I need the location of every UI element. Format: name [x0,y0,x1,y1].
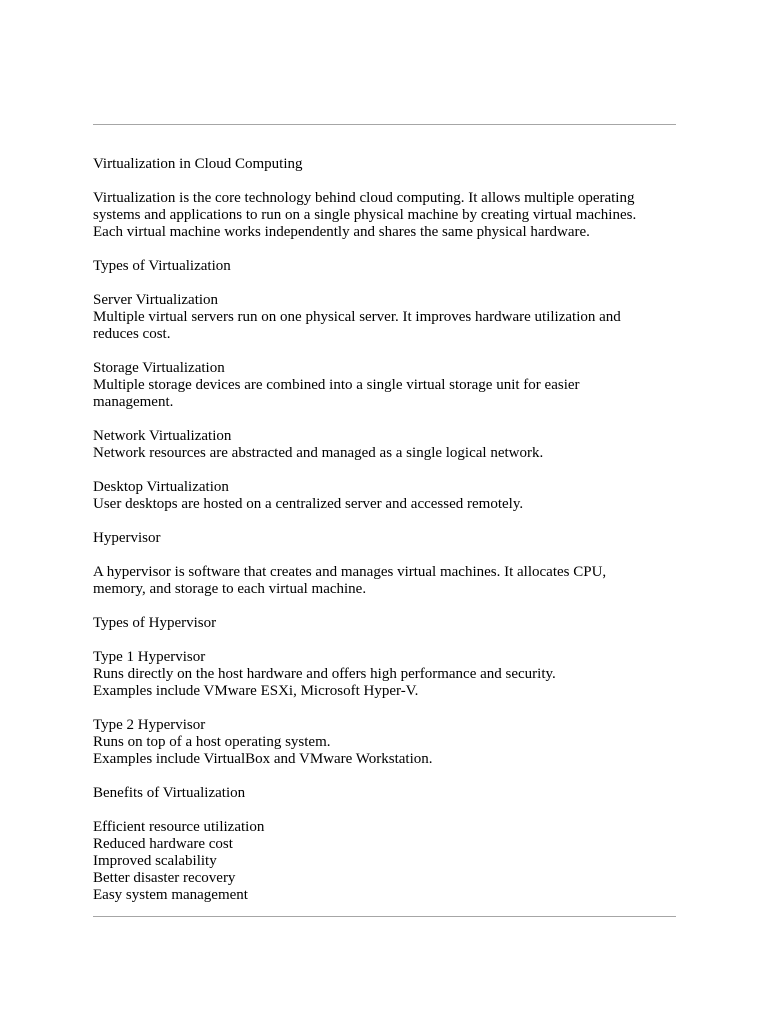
document-title: Virtualization in Cloud Computing [93,156,303,172]
intro-paragraph: Virtualization is the core technology behind cloud computing. It allows multiple operating systems and applications to run on a single physical machine by creating virtual machines. Each virtual machine works independently and shares the same physical hardware. [93,190,637,240]
hypervisor-paragraph: A hypervisor is software that creates and manages virtual machines. It allocates CPU, memory, and storage to each virtual machine. [93,564,607,597]
types-of-virtualization-heading: Types of Virtualization [93,258,231,274]
types-of-hypervisor-heading: Types of Hypervisor [93,615,217,631]
bottom-divider [93,916,676,917]
type2-hypervisor-section: Type 2 Hypervisor Runs on top of a host operating system. Examples include VirtualBox and VMware Workstation. [93,717,433,767]
benefits-list: Efficient resource utilization Reduced hardware cost Improved scalability Better disaster recovery Easy system management [93,819,265,903]
benefits-heading: Benefits of Virtualization [93,785,246,801]
document-body [93,156,676,921]
hypervisor-heading: Hypervisor [93,530,161,546]
storage-virtualization-section: Storage Virtualization Multiple storage devices are combined into a single virtual storage unit for easier management. [93,360,580,410]
server-virtualization-section: Server Virtualization Multiple virtual servers run on one physical server. It improves hardware utilization and reduces cost. [93,292,621,342]
desktop-virtualization-section: Desktop Virtualization User desktops are hosted on a centralized server and accessed remotely. [93,479,524,512]
type1-hypervisor-section: Type 1 Hypervisor Runs directly on the host hardware and offers high performance and security. Examples include VMware ESXi, Microsoft Hyper-V. [93,649,556,699]
top-divider [93,124,676,125]
network-virtualization-section: Network Virtualization Network resources are abstracted and managed as a single logical network. [93,428,544,461]
